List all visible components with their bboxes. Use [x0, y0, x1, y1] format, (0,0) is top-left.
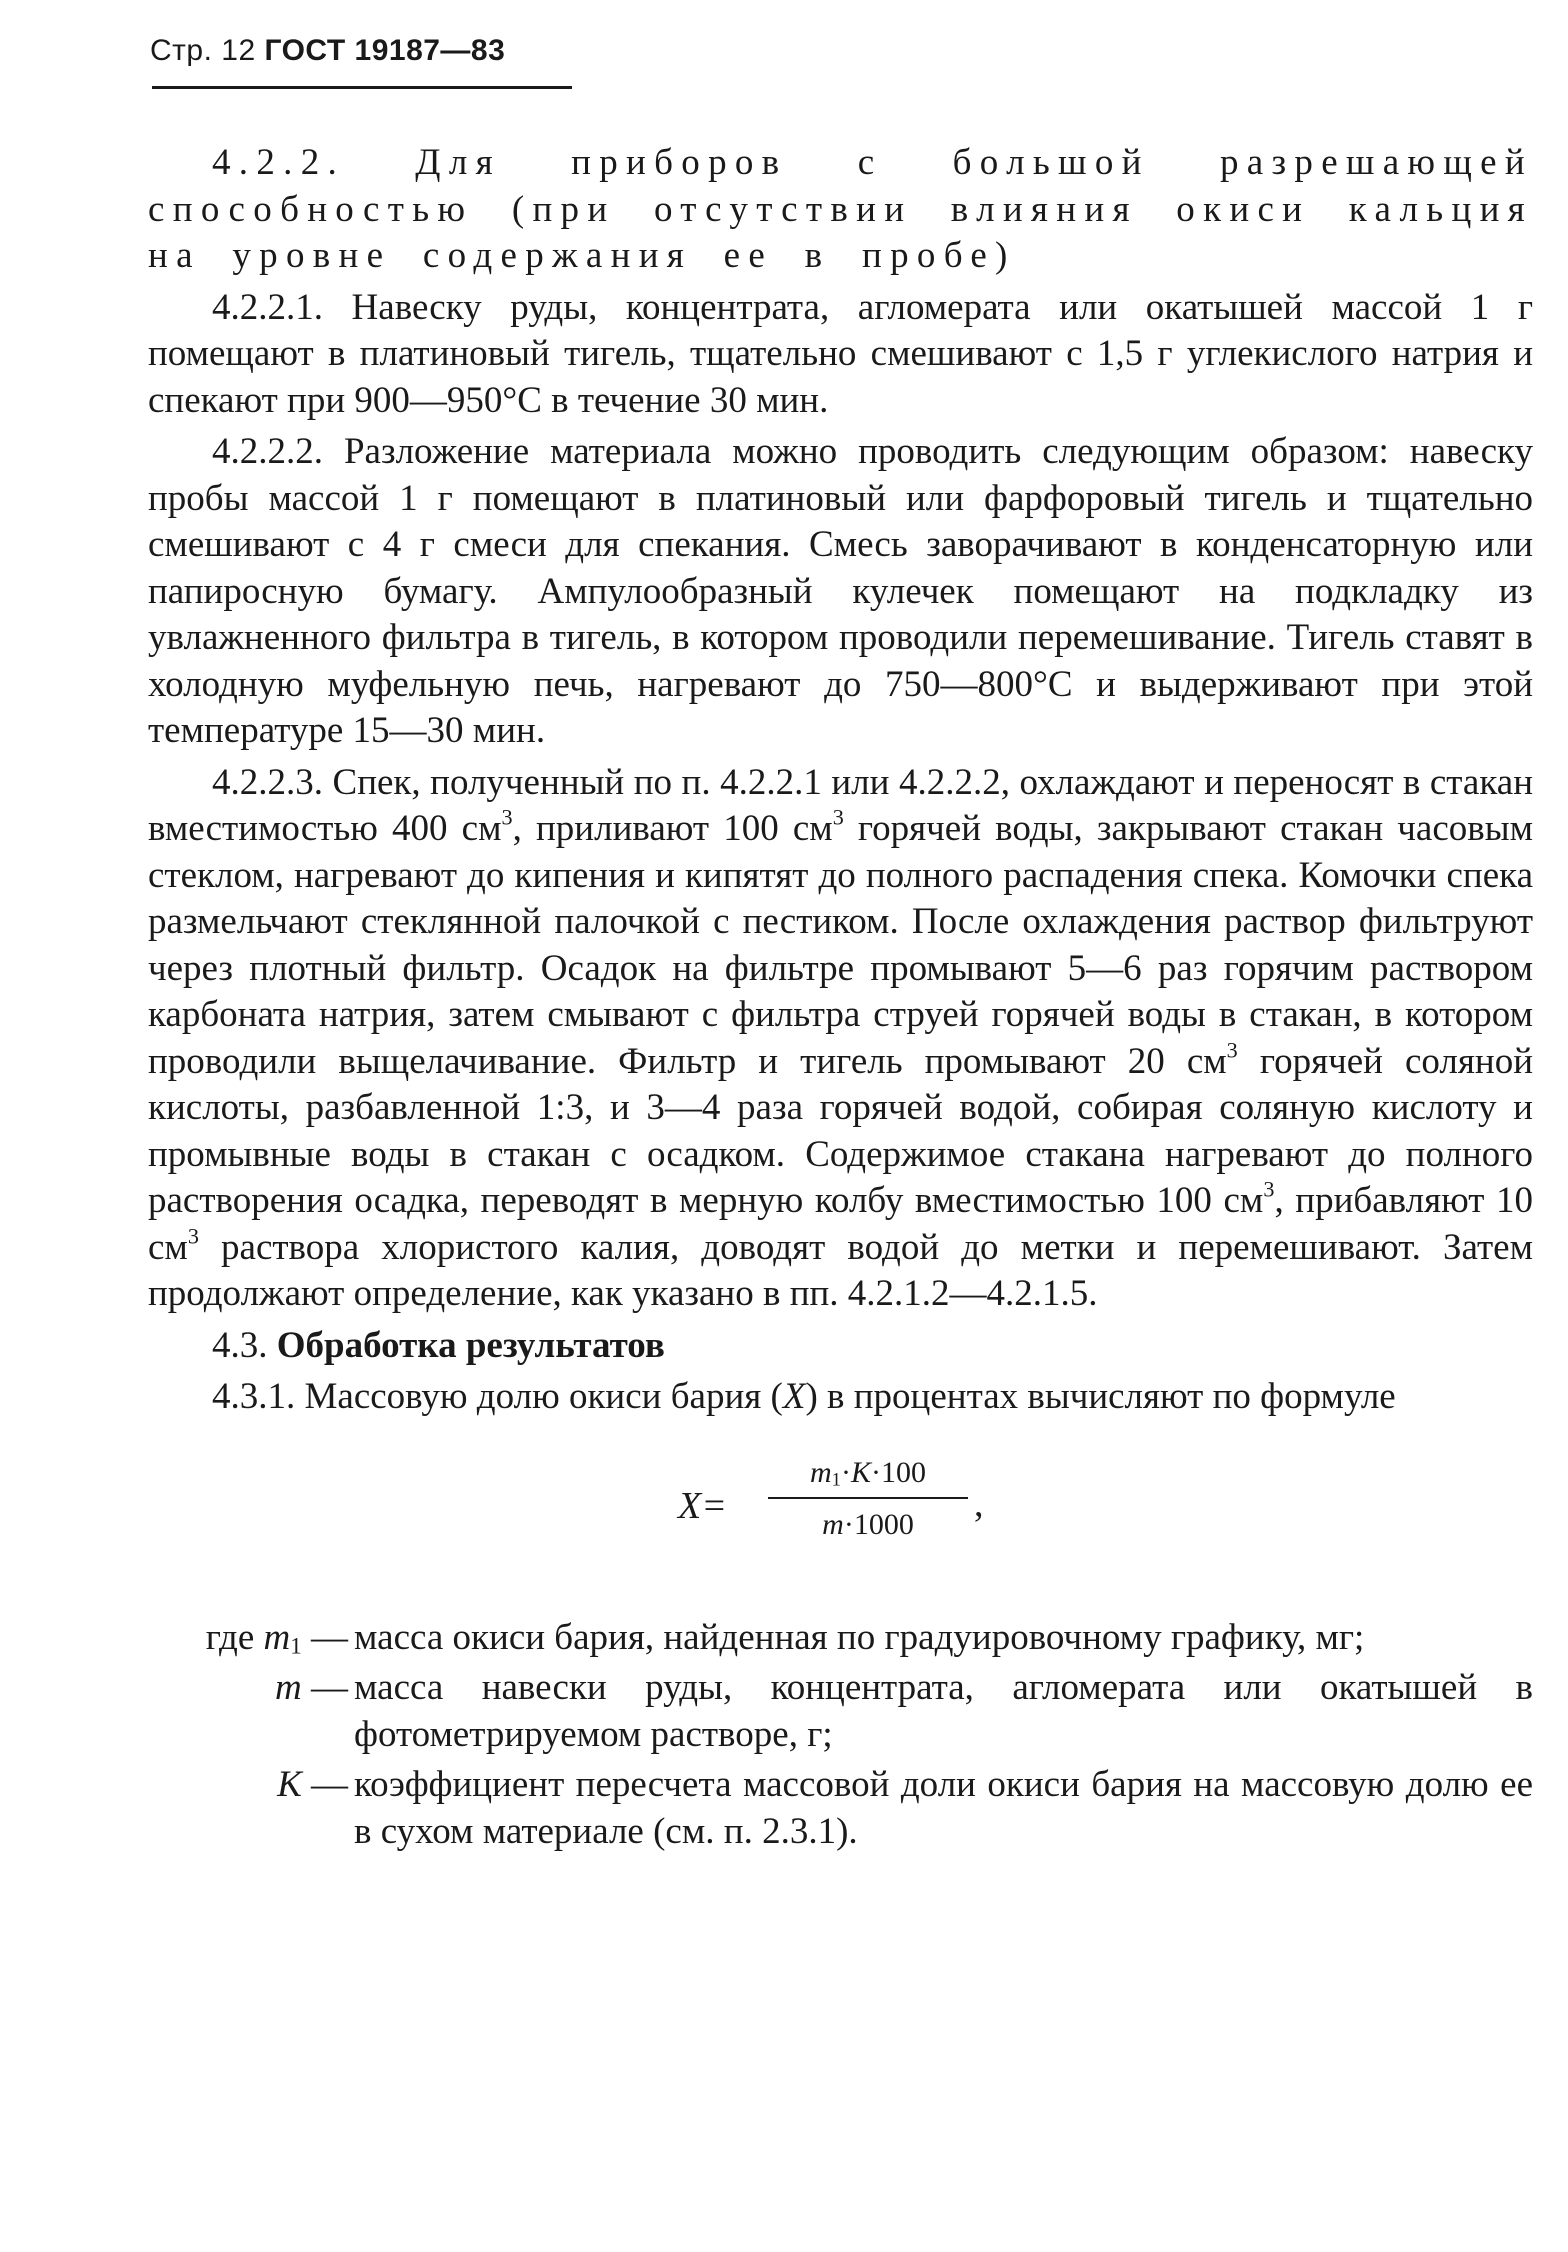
formula-numerator: $m_1\cdot K\cdot 100$ — [810, 1455, 926, 1491]
definition-text: масса окиси бария, найденная по градуировочному графику, мг; — [354, 1616, 1365, 1658]
header-rule — [152, 86, 572, 89]
standard-number: ГОСТ 19187—83 — [264, 34, 506, 67]
section-4-2-2-2: 4.2.2.2. Разложение материала можно проводить следующим образом: навеску пробы массой 1 г помещают в платиновый или фарфоровый тигель и тщательно смешивают с 4 г смеси для спекания. Смесь заворачивают в конденсаторную или папиросную бумагу. Ампулообразный кулечек помещают на подкладку из увлажненного фильтра в тигель, в котором проводили перемешивание. Тигель ставят в холодную муфельную печь, нагревают до 750—800°С и выдерживают при этой температуре 15—30 мин. — [148, 431, 1533, 751]
document-body — [148, 140, 1533, 1855]
definition-m1 — [148, 1615, 1533, 1662]
formula-denominator: m·1000 — [822, 1507, 914, 1541]
definition-text: масса навески руды, концентрата, агломерата или окатышей в фотометрируемом растворе, г; — [354, 1667, 1533, 1755]
formula-comma: , — [974, 1482, 984, 1525]
page-header — [150, 34, 505, 68]
section-4-2-2-1: 4.2.2.1. Навеску руды, концентрата, агломерата или окатышей массой 1 г помещают в платиновый тигель, тщательно смешивают с 1,5 г углекислого натрия и спекают при 900—950°С в течение 30 мин. — [148, 286, 1533, 421]
definition-k — [148, 1762, 1533, 1855]
formula-block — [148, 1435, 1533, 1575]
section-4-3-heading: 4.3. Обработка результатов — [212, 1324, 665, 1366]
fraction-bar — [768, 1497, 968, 1499]
page-number: Стр. 12 — [150, 34, 256, 67]
section-4-2-2-heading: 4.2.2. Для приборов с большой разрешающей способностью (при отсутствии влияния окиси кальция на уровне содержания ее в пробе) — [148, 142, 1533, 276]
definition-m — [148, 1665, 1533, 1758]
definitions-list — [148, 1615, 1533, 1856]
formula-fraction — [768, 1453, 968, 1545]
definition-term: где $m_1$ — — [205, 1616, 348, 1659]
section-4-3-1: 4.3.1. Массовую долю окиси бария (X) в процентах вычисляют по формуле — [212, 1376, 1396, 1417]
definition-term: m — — [275, 1667, 348, 1708]
section-4-2-2-3: 4.2.2.3. Спек, полученный по п. 4.2.2.1 или 4.2.2.2, охлаждают и переносят в стакан вместимостью 400 $см^3$, приливают 100 $см^3$ горячей воды, закрывают стакан часовым стеклом, нагревают до кипения и кипятят до полного распадения спека. Комочки спека размельчают стеклянной палочкой с пестиком. После охлаждения раствор фильтруют через плотный фильтр. Осадок на фильтре промывают 5—6 раз горячим раствором карбоната натрия, затем смывают с фильтра струей горячей воды в стакан, в котором проводили выщелачивание. Фильтр и тигель промывают 20 $см^3$ горячей соляной кислоты, разбавленной 1:3, и 3—4 раза горячей водой, собирая соляную кислоту и промывные воды в стакан с осадком. Содержимое стакана нагревают до полного растворения осадка, переводят в мерную колбу вместимостью 100 $см^3$, прибавляют 10 $см^3$ раствора хлористого калия, доводят водой до метки и перемешивают. Затем продолжают определение, как указано в пп. 4.2.1.2—4.2.1.5. — [148, 761, 1533, 1314]
definition-text: коэффициент пересчета массовой доли окиси бария на массовую долю ее в сухом материале (см. п. 2.3.1). — [354, 1764, 1533, 1852]
definition-term: K — — [277, 1764, 348, 1805]
formula-lhs: X= — [678, 1484, 727, 1527]
section-4-3-title: Обработка результатов — [276, 1324, 665, 1366]
